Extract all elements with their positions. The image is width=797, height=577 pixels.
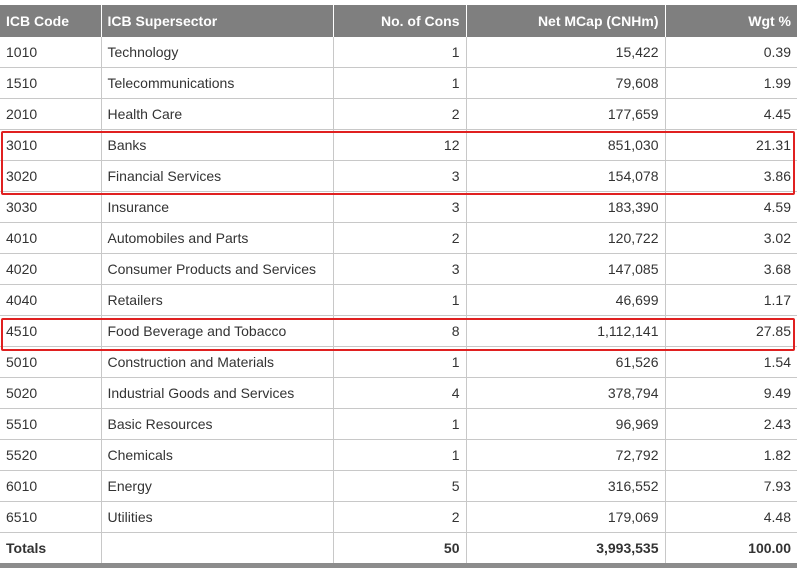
table-header [0,5,797,37]
cell-code: 2010 [0,99,101,130]
cell-cons: 1 [333,68,466,99]
cell-sector: Food Beverage and Tobacco [101,316,333,347]
cell-sector: Financial Services [101,161,333,192]
cell-wgt: 4.59 [665,192,797,223]
cell-cons: 12 [333,130,466,161]
cell-cons: 2 [333,99,466,130]
cell-sector: Consumer Products and Services [101,254,333,285]
cell-sector: Telecommunications [101,68,333,99]
cell-cons: 4 [333,378,466,409]
cell-code: 6010 [0,471,101,502]
cell-code: 4510 [0,316,101,347]
cell-mcap: 147,085 [466,254,665,285]
cell-code: 3010 [0,130,101,161]
cell-cons: 8 [333,316,466,347]
cell-mcap: 61,526 [466,347,665,378]
table-row [0,471,797,502]
cell-sector: Energy [101,471,333,502]
table-row [0,316,797,347]
header-net-mcap: Net MCap (CNHm) [466,5,665,37]
cell-wgt: 0.39 [665,37,797,68]
cell-cons: 3 [333,161,466,192]
cell-code: 5520 [0,440,101,471]
table-row [0,192,797,223]
cell-code: 1510 [0,68,101,99]
table-row [0,440,797,471]
table-row [0,68,797,99]
table-row [0,502,797,533]
cell-sector: Banks [101,130,333,161]
table-row [0,130,797,161]
table-footer [0,533,797,566]
cell-code: 6510 [0,502,101,533]
cell-wgt: 3.68 [665,254,797,285]
cell-mcap: 851,030 [466,130,665,161]
cell-mcap: 79,608 [466,68,665,99]
cell-mcap: 96,969 [466,409,665,440]
cell-code: 1010 [0,37,101,68]
cell-wgt: 4.48 [665,502,797,533]
table-row [0,161,797,192]
totals-empty [101,533,333,566]
cell-cons: 1 [333,347,466,378]
cell-sector: Retailers [101,285,333,316]
totals-label: Totals [0,533,101,566]
cell-code: 5510 [0,409,101,440]
table-row [0,285,797,316]
totals-wgt: 100.00 [665,533,797,566]
icb-supersector-table [0,5,797,568]
cell-wgt: 3.02 [665,223,797,254]
cell-cons: 3 [333,254,466,285]
cell-sector: Technology [101,37,333,68]
cell-sector: Automobiles and Parts [101,223,333,254]
cell-code: 4010 [0,223,101,254]
cell-cons: 2 [333,223,466,254]
cell-wgt: 2.43 [665,409,797,440]
table-row [0,378,797,409]
cell-mcap: 177,659 [466,99,665,130]
cell-cons: 1 [333,440,466,471]
cell-wgt: 4.45 [665,99,797,130]
cell-sector: Health Care [101,99,333,130]
cell-cons: 3 [333,192,466,223]
cell-sector: Basic Resources [101,409,333,440]
cell-mcap: 154,078 [466,161,665,192]
table-body [0,37,797,533]
header-icb-code: ICB Code [0,5,101,37]
cell-code: 5020 [0,378,101,409]
table-row [0,347,797,378]
table-row [0,37,797,68]
cell-cons: 1 [333,409,466,440]
cell-wgt: 1.82 [665,440,797,471]
table-row [0,254,797,285]
cell-mcap: 179,069 [466,502,665,533]
cell-mcap: 378,794 [466,378,665,409]
cell-wgt: 21.31 [665,130,797,161]
table-row [0,223,797,254]
cell-code: 5010 [0,347,101,378]
table-row [0,99,797,130]
cell-mcap: 15,422 [466,37,665,68]
cell-sector: Chemicals [101,440,333,471]
cell-mcap: 1,112,141 [466,316,665,347]
cell-mcap: 46,699 [466,285,665,316]
cell-code: 3020 [0,161,101,192]
cell-cons: 1 [333,37,466,68]
cell-code: 4020 [0,254,101,285]
cell-code: 3030 [0,192,101,223]
cell-cons: 2 [333,502,466,533]
totals-mcap: 3,993,535 [466,533,665,566]
cell-wgt: 3.86 [665,161,797,192]
totals-row [0,533,797,566]
header-row [0,5,797,37]
cell-wgt: 1.54 [665,347,797,378]
cell-wgt: 1.99 [665,68,797,99]
cell-code: 4040 [0,285,101,316]
cell-wgt: 1.17 [665,285,797,316]
cell-cons: 5 [333,471,466,502]
cell-wgt: 27.85 [665,316,797,347]
header-wgt: Wgt % [665,5,797,37]
cell-sector: Utilities [101,502,333,533]
table-row [0,409,797,440]
cell-mcap: 316,552 [466,471,665,502]
cell-wgt: 7.93 [665,471,797,502]
header-icb-supersector: ICB Supersector [101,5,333,37]
cell-wgt: 9.49 [665,378,797,409]
cell-cons: 1 [333,285,466,316]
cell-sector: Insurance [101,192,333,223]
cell-sector: Industrial Goods and Services [101,378,333,409]
header-no-of-cons: No. of Cons [333,5,466,37]
totals-cons: 50 [333,533,466,566]
cell-mcap: 183,390 [466,192,665,223]
cell-sector: Construction and Materials [101,347,333,378]
cell-mcap: 72,792 [466,440,665,471]
cell-mcap: 120,722 [466,223,665,254]
